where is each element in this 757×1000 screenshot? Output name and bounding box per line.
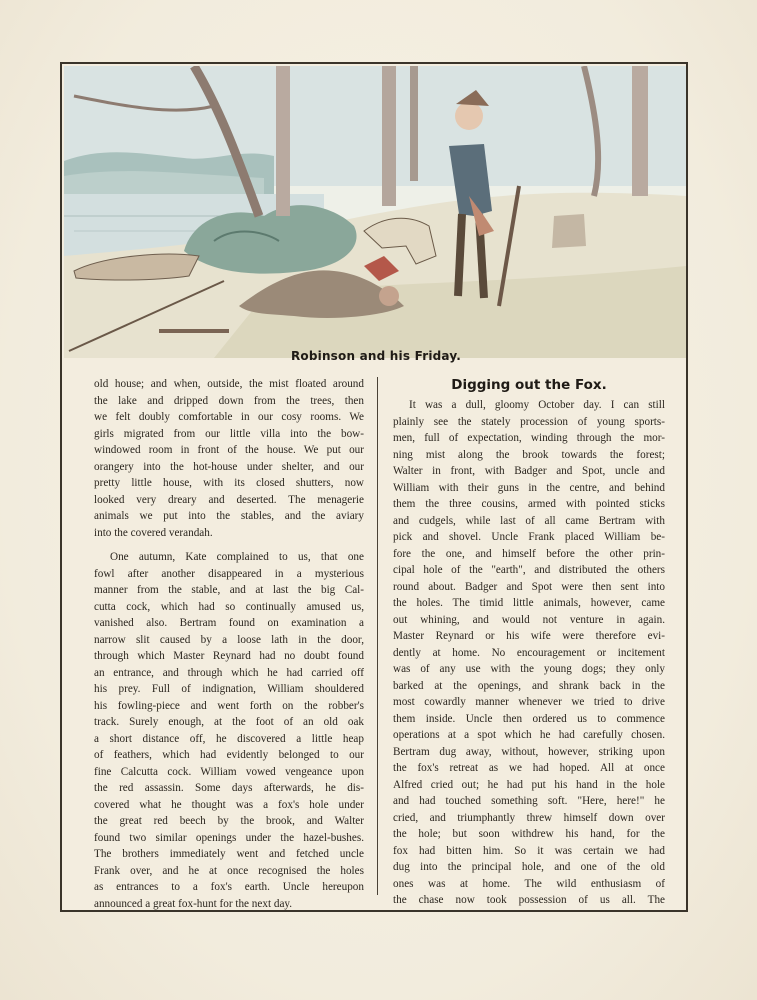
text-line: Alfred cried out; he had put his hand in the hole bbox=[393, 778, 665, 791]
text-line: vanished also. Bertram found on examination a bbox=[94, 617, 364, 629]
text-line: William with their guns in the centre, and behind bbox=[393, 481, 665, 494]
text-line: men, full of expectation, winding through the mor- bbox=[393, 432, 665, 444]
text-line: them the three cousins, armed with pointed sticks bbox=[393, 498, 665, 510]
text-line: as entrances to a fox's earth. Uncle hereupon bbox=[94, 881, 364, 893]
text-line: cipal hole of the "earth", and distributed the others bbox=[393, 564, 665, 576]
text-line: his prey. Full of indignation, William shouldered bbox=[94, 683, 364, 695]
text-line: operations at a spot which he had carefully chosen. bbox=[393, 729, 665, 741]
text-line: through which Master Reynard had no doubt found bbox=[94, 650, 364, 662]
text-line: barked at the openings, and shrank back in the bbox=[393, 679, 665, 692]
text-line: of feathers, which had evidently belonged to our bbox=[94, 749, 364, 761]
text-line: and cudgels, while last of all came Bertram with bbox=[393, 514, 665, 527]
text-line: The brothers immediately went and fetched uncle bbox=[94, 848, 364, 860]
text-line: narrow slit caused by a loose lath in the door, bbox=[94, 633, 364, 646]
text-line: his fowling-piece and went forth on the robber's bbox=[94, 699, 364, 712]
text-line: fowl after another disappeared in a mysterious bbox=[94, 567, 364, 580]
page-frame bbox=[60, 62, 688, 912]
text-line: windowed room in front of the house. We put our bbox=[94, 444, 364, 456]
text-line: fox had bitten him. So it was certain we had bbox=[393, 844, 665, 857]
text-line: we felt doubly comfortable in our cosy rooms. We bbox=[94, 411, 364, 423]
text-line: ones was at home. The wild enthusiasm of bbox=[393, 877, 665, 890]
text-line: round about. Badger and Spot were then sent into bbox=[393, 580, 665, 593]
text-line: an entrance, and through which he had carried off bbox=[94, 666, 364, 679]
text-line: One autumn, Kate complained to us, that one bbox=[110, 551, 364, 563]
illustration-drawing bbox=[64, 66, 686, 358]
text-line: the chase now took possession of us all. The bbox=[393, 894, 665, 906]
text-line: Frank over, and he at once recognised the holes bbox=[94, 864, 364, 877]
text-line: the great red beech by the brook, and Walter bbox=[94, 815, 364, 827]
text-line: track. Surely enough, at the foot of an old oak bbox=[94, 716, 364, 728]
text-line: a short distance off, he discovered a little heap bbox=[94, 732, 364, 745]
left-text-column bbox=[94, 376, 364, 912]
text-line: pretty little house, with its closed shutters, now bbox=[94, 477, 364, 489]
illustration-caption: Robinson and his Friday. bbox=[290, 349, 462, 363]
text-line: It was a dull, gloomy October day. I can still bbox=[409, 399, 665, 411]
text-line: into the covered verandah. bbox=[94, 526, 213, 539]
text-line: Bertram dug away, without, however, striking upon bbox=[393, 745, 665, 758]
text-line: girls migrated from our little villa into the bow- bbox=[94, 427, 364, 440]
text-line: and had touched something soft. "Here, here!" he bbox=[393, 795, 665, 807]
text-line: the red assassin. Some days afterwards, he dis- bbox=[94, 782, 364, 794]
text-line: was of any use with the young dogs; they only bbox=[393, 663, 665, 675]
text-line: announced a great fox-hunt for the next day. bbox=[94, 897, 293, 910]
text-line: dently at home. No encouragement or incitement bbox=[393, 646, 665, 659]
text-line: fore the one, and himself before the other prin- bbox=[393, 547, 665, 560]
text-line: Master Reynard or his wife were therefore evi- bbox=[393, 630, 665, 642]
text-line: cried, and triumphantly threw himself down over bbox=[393, 811, 665, 824]
paragraph bbox=[94, 376, 364, 541]
text-line: found two similar openings under the hazel-bushes. bbox=[94, 831, 364, 844]
text-line: pick and shovel. Uncle Frank placed William be- bbox=[393, 531, 665, 543]
text-line: the holes. The timid little animals, however, came bbox=[393, 597, 665, 609]
column-divider bbox=[377, 377, 378, 895]
text-line: orangery into the hot-house under shelter, and our bbox=[94, 460, 364, 473]
text-line: plainly see the stately procession of young sports- bbox=[393, 415, 665, 428]
right-text-column bbox=[393, 376, 665, 909]
text-line: old house; and when, outside, the mist floated around bbox=[94, 378, 364, 390]
text-line: manner from the stable, and at last the big Cal- bbox=[94, 584, 364, 596]
section-heading: Digging out the Fox. bbox=[451, 377, 607, 393]
text-line: them inside. Uncle then ordered us to commence bbox=[393, 712, 665, 725]
text-line: covered what he thought was a fox's hole under bbox=[94, 798, 364, 811]
illustration-robinson-and-friday bbox=[64, 66, 686, 358]
paragraph bbox=[393, 397, 665, 909]
text-line: most cowardly manner whenever we tried to drive bbox=[393, 696, 665, 708]
text-line: out whining, and would not venture in again. bbox=[393, 613, 665, 626]
paragraph bbox=[94, 549, 364, 912]
text-line: the hole; but soon withdrew his hand, for the bbox=[393, 828, 665, 840]
text-line: ning mist along the brook towards the forest; bbox=[393, 448, 665, 461]
text-line: fine Calcutta cock. William vowed vengeance upon bbox=[94, 765, 364, 778]
text-line: looked very dreary and deserted. The menagerie bbox=[94, 493, 364, 506]
text-line: the fox's retreat as we had hoped. All at once bbox=[393, 762, 665, 774]
text-line: Walter in front, with Badger and Spot, uncle and bbox=[393, 465, 665, 477]
text-line: cutta cock, which had so continually amused us, bbox=[94, 600, 364, 613]
text-line: dug into the principal hole, and one of the old bbox=[393, 861, 665, 873]
text-line: animals we put into the stables, and the aviary bbox=[94, 510, 364, 522]
text-line: the lake and dripped down from the trees, then bbox=[94, 394, 364, 407]
